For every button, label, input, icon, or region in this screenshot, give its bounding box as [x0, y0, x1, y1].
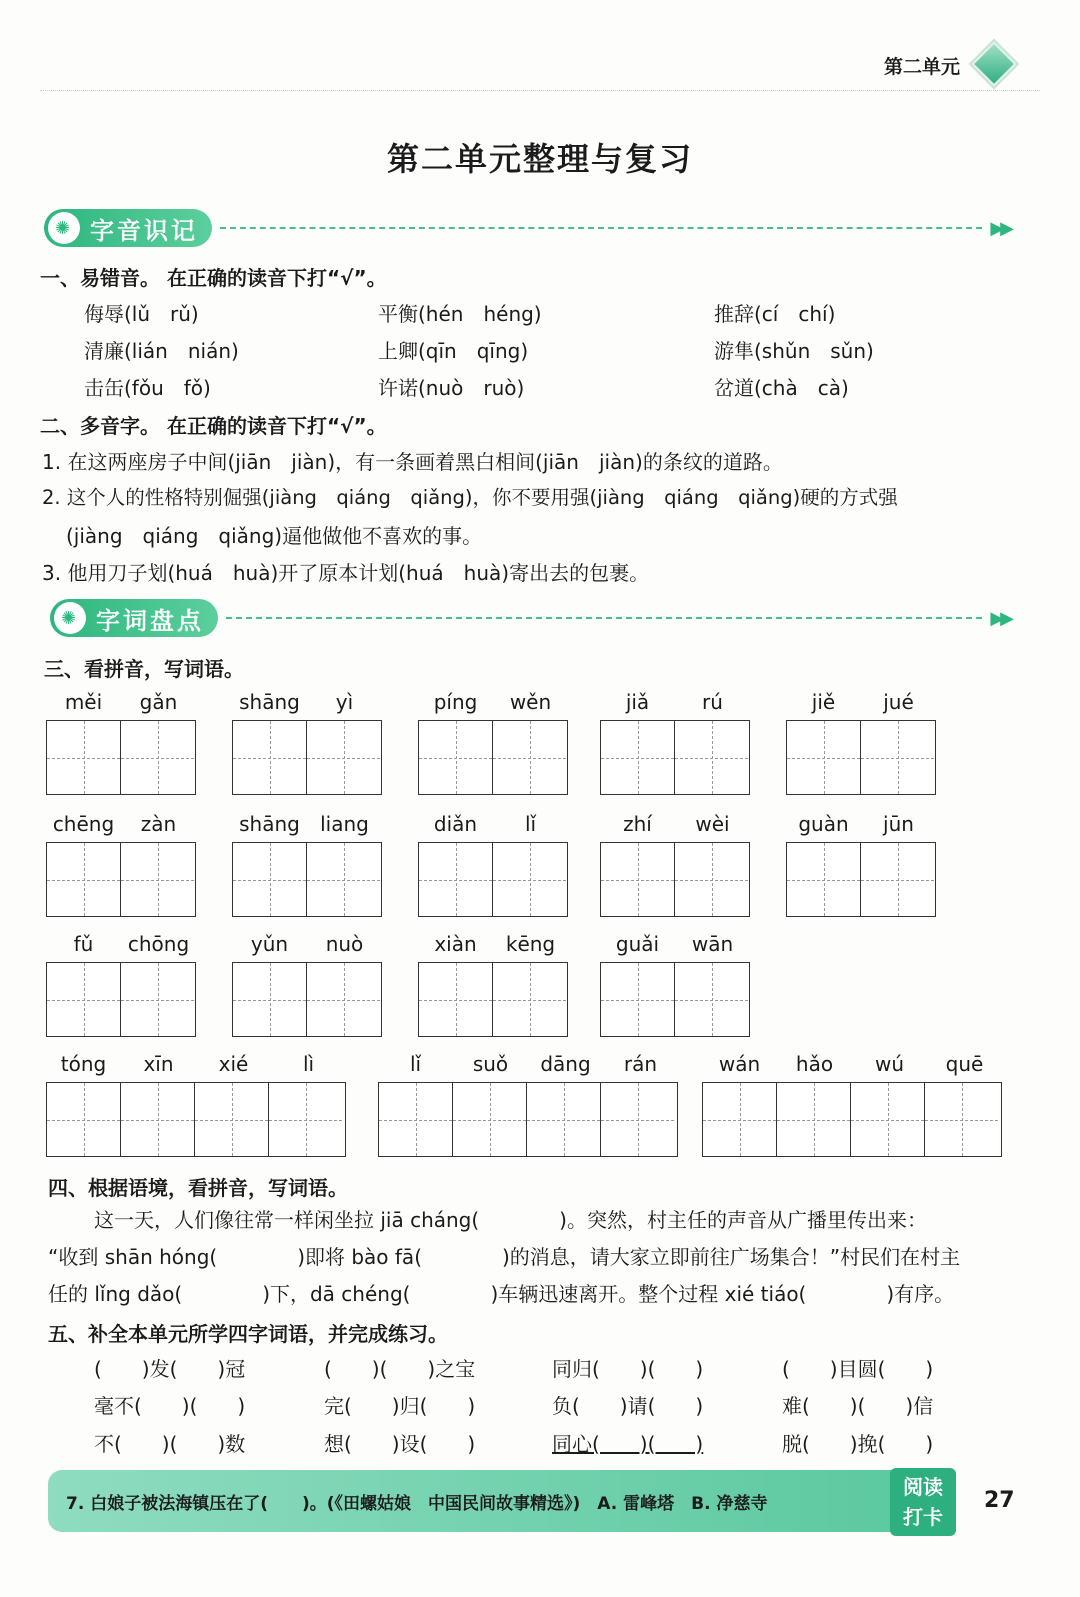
lightbulb-icon: ✺	[48, 212, 80, 244]
question-2-title: 二、多音字。 在正确的读音下打“√”。	[40, 414, 387, 438]
q1-item: 击缶(fǒu fǒ)	[84, 376, 211, 400]
pinyin-syllable: dāng	[540, 1052, 591, 1076]
pinyin-syllable: hǎo	[795, 1052, 834, 1076]
double-arrow-icon: ▶▶	[990, 607, 1010, 629]
tianzige-cell[interactable]	[861, 721, 934, 794]
tianzige-cell[interactable]	[419, 843, 493, 916]
tianzige-cell[interactable]	[195, 1083, 269, 1156]
tianzige-cell[interactable]	[925, 1083, 998, 1156]
pinyin-syllable: wán	[718, 1052, 761, 1076]
tianzige-cell[interactable]	[47, 963, 121, 1036]
word-grid	[600, 932, 750, 1037]
pinyin-syllable: wěn	[509, 690, 552, 714]
tianzige-cell[interactable]	[233, 963, 307, 1036]
q1-item: 侮辱(lǔ rǔ)	[84, 302, 199, 326]
tianzige-cell[interactable]	[851, 1083, 925, 1156]
section-label: 字音识记	[90, 216, 198, 245]
section-banner-pronunciation	[44, 208, 1010, 248]
pinyin-syllable: wèi	[695, 812, 730, 836]
pinyin-syllable: wān	[691, 932, 734, 956]
tianzige-cell[interactable]	[419, 963, 493, 1036]
reading-question-bar	[48, 1470, 906, 1532]
pinyin-syllable: guàn	[798, 812, 849, 836]
word-grid	[232, 932, 382, 1037]
pinyin-syllable: fǔ	[73, 932, 94, 956]
badge-bottom: 打卡	[903, 1505, 943, 1529]
word-grid	[46, 1052, 346, 1157]
q4-paragraph-2: “收到 shān hóng( )即将 bào fā( )的消息，请大家立即前往广场集合！”村民们在村主	[48, 1245, 961, 1269]
tianzige-cell[interactable]	[601, 963, 675, 1036]
tianzige-cell[interactable]	[675, 963, 748, 1036]
pinyin-syllable: tóng	[60, 1052, 107, 1076]
section-label: 字词盘点	[96, 606, 204, 635]
pinyin-syllable: jiě	[811, 690, 836, 714]
pinyin-syllable: rú	[702, 690, 723, 714]
idiom-blank[interactable]: 不( )( )数	[94, 1432, 246, 1456]
pinyin-syllable: zàn	[140, 812, 177, 836]
tianzige-cell[interactable]	[47, 843, 121, 916]
tianzige-cell[interactable]	[233, 843, 307, 916]
tianzige-cell[interactable]	[121, 843, 194, 916]
question-5-title: 五、补全本单元所学四字词语，并完成练习。	[48, 1322, 448, 1346]
pinyin-syllable: rán	[623, 1052, 658, 1076]
idiom-blank[interactable]: 脱( )挽( )	[782, 1432, 934, 1456]
tianzige-cell[interactable]	[527, 1083, 601, 1156]
idiom-blank[interactable]: 毫不( )( )	[94, 1394, 246, 1418]
pinyin-syllable: yǔn	[250, 932, 289, 956]
pinyin-syllable: jué	[883, 690, 914, 714]
section-banner-vocabulary	[50, 598, 1010, 638]
q1-item: 岔道(chà cà)	[714, 376, 849, 400]
question-3-title: 三、看拼音，写词语。	[44, 657, 244, 681]
pinyin-syllable: guǎi	[615, 932, 660, 956]
word-grid	[600, 812, 750, 917]
idiom-blank-underlined[interactable]: 同心( )( )	[552, 1432, 704, 1456]
tianzige-cell[interactable]	[121, 721, 194, 794]
tianzige-cell[interactable]	[379, 1083, 453, 1156]
word-grid	[46, 690, 196, 795]
pinyin-syllable: shāng	[239, 690, 300, 714]
header-divider	[40, 90, 1040, 91]
word-grid	[600, 690, 750, 795]
q1-item: 上卿(qīn qīng)	[378, 339, 529, 363]
pinyin-syllable: xié	[218, 1052, 249, 1076]
idiom-blank[interactable]: 负( )请( )	[552, 1394, 704, 1418]
reading-question: 7. 白娘子被法海镇压在了( )。(《田螺姑娘 中国民间故事精选》) A. 雷峰塔 B. 净慈寺	[66, 1493, 768, 1514]
tianzige-cell[interactable]	[787, 721, 861, 794]
pinyin-syllable: shāng	[239, 812, 300, 836]
idiom-blank[interactable]: 想( )设( )	[324, 1432, 476, 1456]
q1-item: 推辞(cí chí)	[714, 302, 836, 326]
tianzige-cell[interactable]	[601, 1083, 674, 1156]
word-grid	[786, 690, 936, 795]
word-grid	[702, 1052, 1002, 1157]
pinyin-syllable: píng	[433, 690, 478, 714]
pinyin-syllable: lǐ	[409, 1052, 422, 1076]
pinyin-syllable: jiǎ	[625, 690, 650, 714]
tianzige-cell[interactable]	[493, 963, 566, 1036]
unit-label: 第二单元	[883, 56, 960, 78]
q1-item: 游隼(shǔn sǔn)	[714, 339, 874, 363]
q2-line-1: 1. 在这两座房子中间(jiān jiàn)，有一条画着黑白相间(jiān jiàn)的条纹的道路。	[42, 450, 783, 474]
pinyin-syllable: měi	[64, 690, 103, 714]
lightbulb-icon: ✺	[54, 602, 86, 634]
double-arrow-icon: ▶▶	[990, 217, 1010, 239]
idiom-blank[interactable]: 难( )( )信	[782, 1394, 934, 1418]
tianzige-cell[interactable]	[493, 843, 566, 916]
idiom-blank[interactable]: 完( )归( )	[324, 1394, 476, 1418]
question-4-title: 四、根据语境，看拼音，写词语。	[48, 1176, 348, 1200]
tianzige-cell[interactable]	[787, 843, 861, 916]
pinyin-syllable: suǒ	[472, 1052, 509, 1076]
pinyin-syllable: nuò	[325, 932, 364, 956]
tianzige-cell[interactable]	[703, 1083, 777, 1156]
tianzige-cell[interactable]	[675, 721, 748, 794]
reading-checkin-badge[interactable]	[890, 1468, 956, 1536]
tianzige-cell[interactable]	[307, 721, 380, 794]
word-grid	[232, 690, 382, 795]
page-title: 第二单元整理与复习	[386, 140, 693, 178]
q4-paragraph-1: 这一天，人们像往常一样闲坐拉 jiā cháng( )。突然，村主任的声音从广播里传出来：	[94, 1208, 927, 1232]
pinyin-syllable: zhí	[623, 812, 652, 836]
q1-item: 平衡(hén héng)	[378, 302, 542, 326]
q4-paragraph-3: 任的 lǐng dǎo( )下，dā chéng( )车辆迅速离开。整个过程 xié tiáo( )有序。	[48, 1282, 955, 1306]
pinyin-syllable: wú	[874, 1052, 905, 1076]
word-grid	[46, 812, 196, 917]
word-grid	[418, 812, 568, 917]
question-1-title: 一、易错音。 在正确的读音下打“√”。	[40, 266, 387, 290]
tianzige-cell[interactable]	[675, 843, 748, 916]
q1-item: 清廉(lián nián)	[84, 339, 239, 363]
tianzige-cell[interactable]	[453, 1083, 527, 1156]
word-grid	[418, 690, 568, 795]
diamond-icon	[971, 41, 1016, 86]
tianzige-cell[interactable]	[601, 843, 675, 916]
pinyin-syllable: liang	[320, 812, 369, 836]
pinyin-syllable: xiàn	[434, 932, 477, 956]
badge-top: 阅读	[903, 1475, 943, 1499]
tianzige-cell[interactable]	[419, 721, 493, 794]
pinyin-syllable: xīn	[143, 1052, 174, 1076]
word-grid	[418, 932, 568, 1037]
idiom-blank[interactable]: ( )目圆( )	[782, 1357, 934, 1381]
q2-line-2b: (jiàng qiáng qiǎng)逼他做他不喜欢的事。	[66, 524, 483, 548]
q1-item: 许诺(nuò ruò)	[378, 376, 525, 400]
idiom-blank[interactable]: ( )发( )冠	[94, 1357, 246, 1381]
tianzige-cell[interactable]	[601, 721, 675, 794]
pinyin-syllable: yì	[335, 690, 354, 714]
tianzige-cell[interactable]	[121, 1083, 195, 1156]
pinyin-syllable: lì	[302, 1052, 315, 1076]
word-grid	[232, 812, 382, 917]
pinyin-syllable: jūn	[883, 812, 914, 836]
pinyin-syllable: chōng	[127, 932, 190, 956]
q2-line-3: 3. 他用刀子划(huá huà)开了原本计划(huá huà)寄出去的包裹。	[42, 561, 650, 585]
word-grid	[786, 812, 936, 917]
tianzige-cell[interactable]	[307, 963, 380, 1036]
tianzige-cell[interactable]	[493, 721, 566, 794]
tianzige-cell[interactable]	[233, 721, 307, 794]
pinyin-syllable: quē	[945, 1052, 984, 1076]
pinyin-syllable: lǐ	[524, 812, 537, 836]
tianzige-cell[interactable]	[861, 843, 934, 916]
tianzige-cell[interactable]	[121, 963, 194, 1036]
word-grid	[46, 932, 196, 1037]
pinyin-syllable: chēng	[52, 812, 115, 836]
pinyin-syllable: gǎn	[139, 690, 178, 714]
tianzige-cell[interactable]	[269, 1083, 342, 1156]
tianzige-cell[interactable]	[47, 1083, 121, 1156]
pinyin-syllable: diǎn	[433, 812, 478, 836]
idiom-blank[interactable]: 同归( )( )	[552, 1357, 704, 1381]
pinyin-syllable: kēng	[505, 932, 556, 956]
tianzige-cell[interactable]	[47, 721, 121, 794]
tianzige-cell[interactable]	[777, 1083, 851, 1156]
page-number: 27	[984, 1488, 1015, 1513]
tianzige-cell[interactable]	[307, 843, 380, 916]
q2-line-2: 2. 这个人的性格特别倔强(jiàng qiáng qiǎng)，你不要用强(jiàng qiáng qiǎng)硬的方式强	[42, 486, 898, 509]
idiom-blank[interactable]: ( )( )之宝	[324, 1357, 476, 1381]
word-grid	[378, 1052, 678, 1157]
